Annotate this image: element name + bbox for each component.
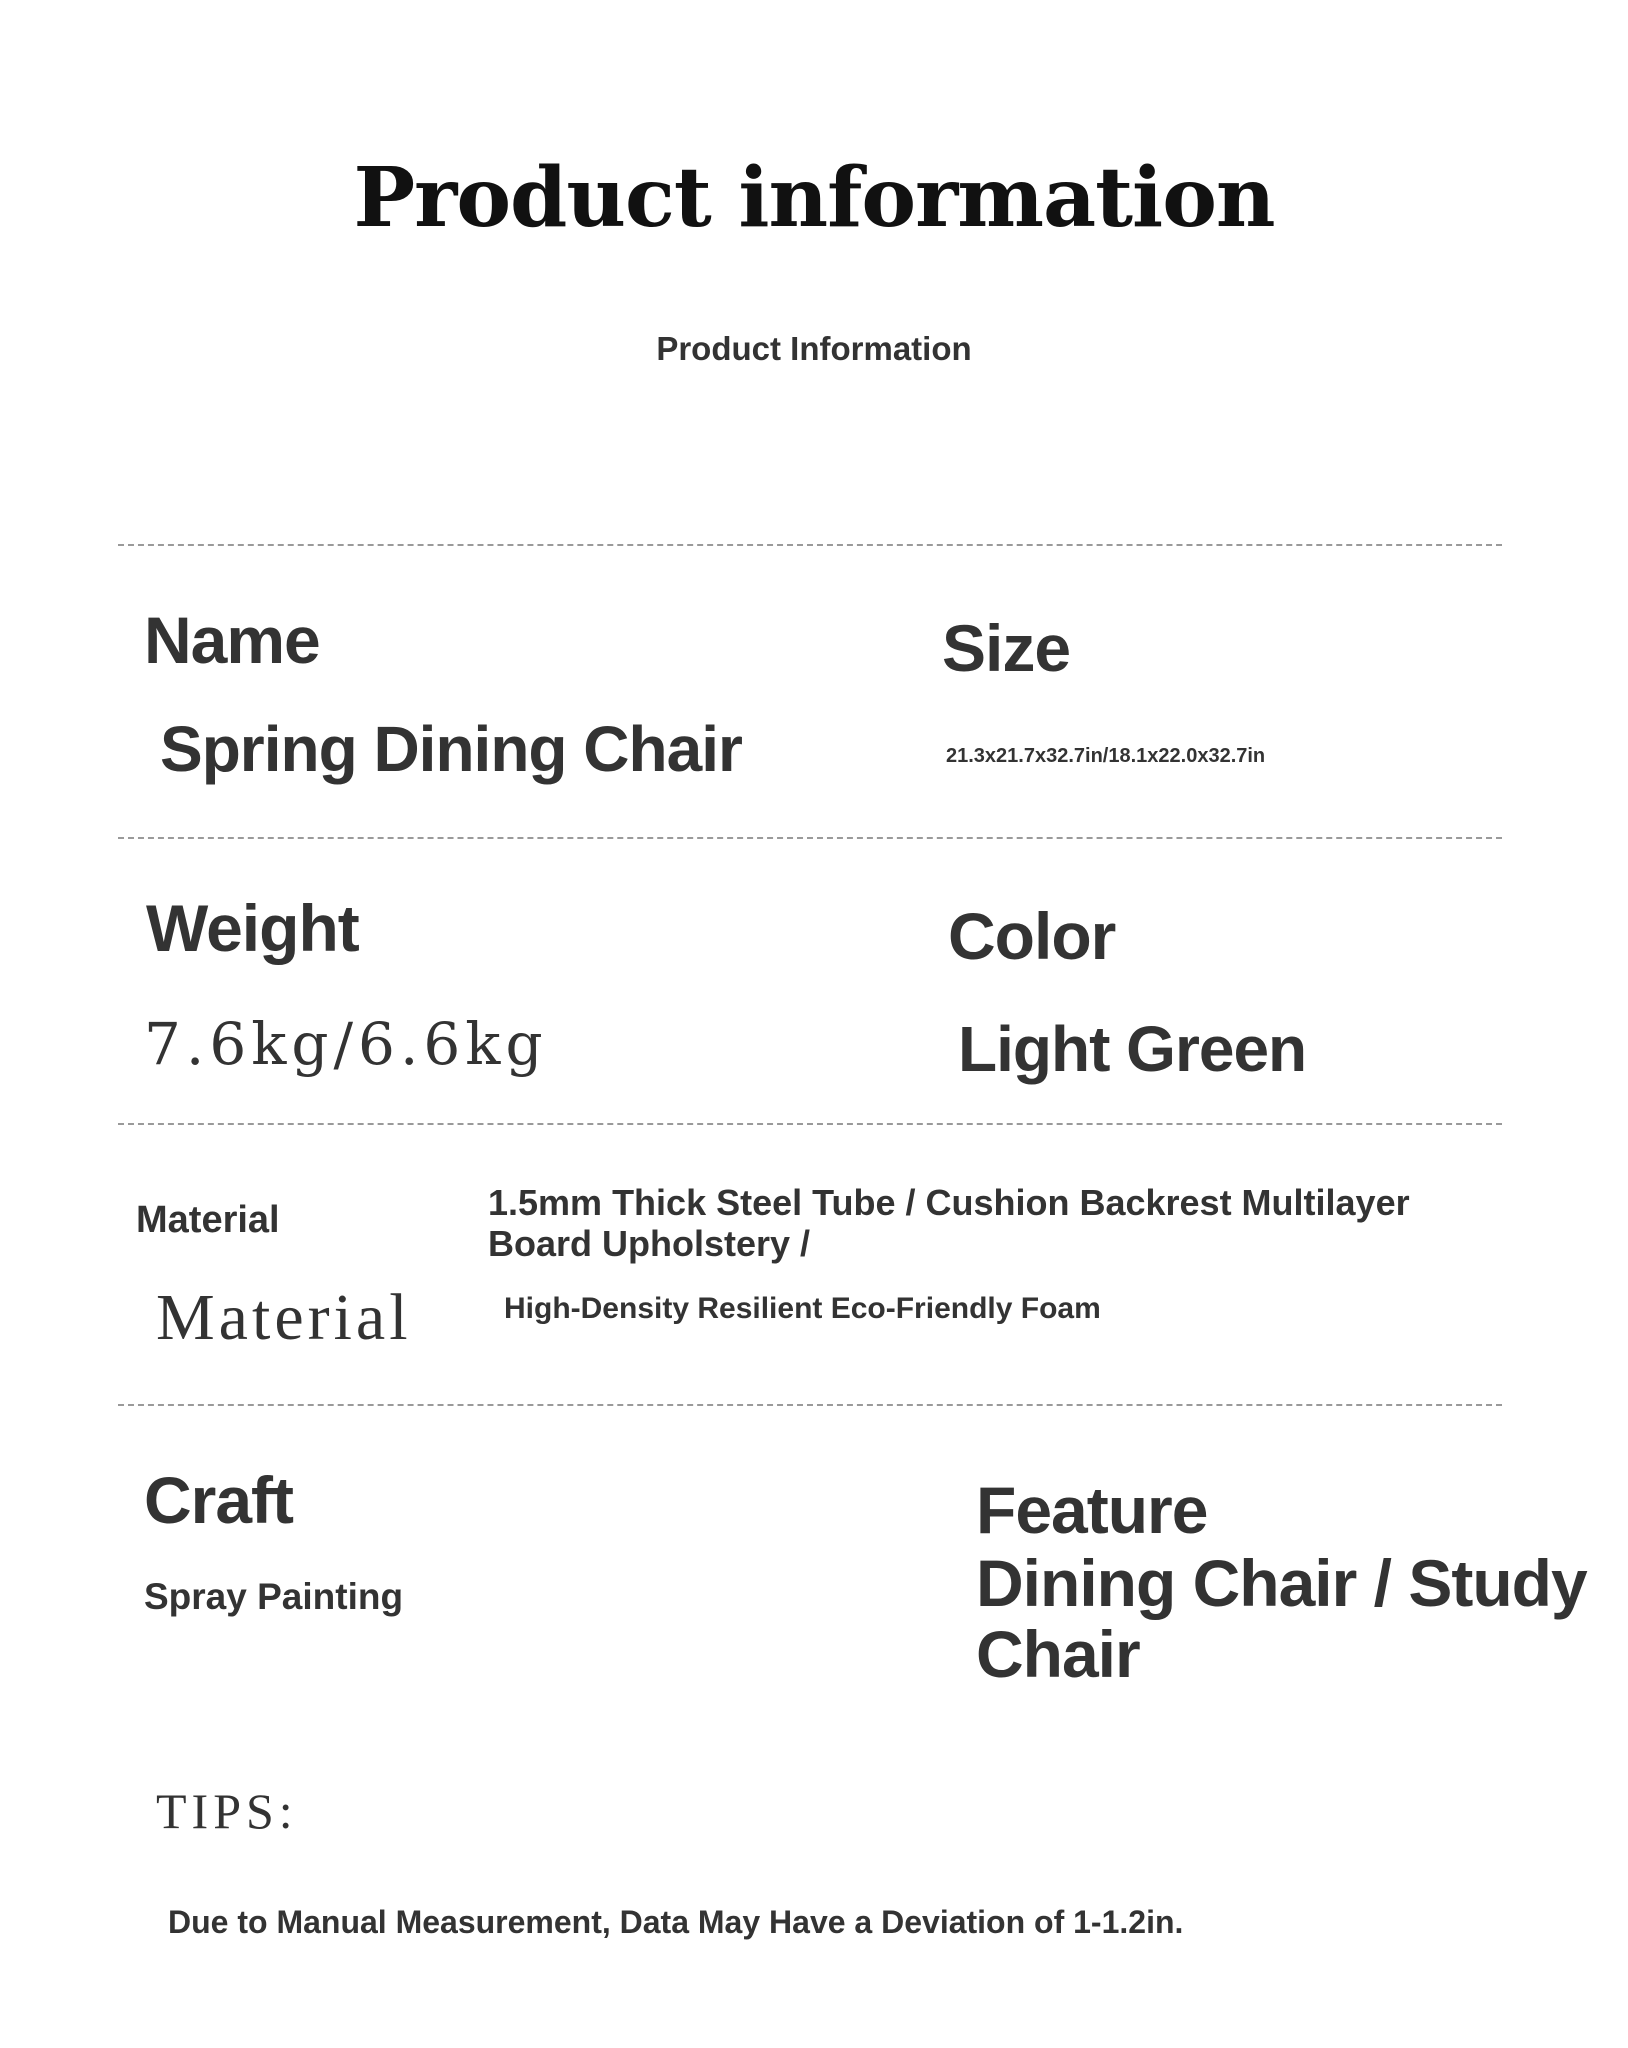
tips-heading: TIPS: <box>156 1783 298 1839</box>
page-title: Product information <box>353 150 1275 246</box>
material-value-line1: 1.5mm Thick Steel Tube / Cushion Backrest Multilayer Board Upholstery / <box>488 1182 1410 1264</box>
material-label-serif: Material <box>156 1281 412 1354</box>
size-value: 21.3x21.7x32.7in/18.1x22.0x32.7in <box>946 745 1266 767</box>
name-value: Spring Dining Chair <box>160 713 742 785</box>
tips-note: Due to Manual Measurement, Data May Have a Deviation of 1-1.2in. <box>168 1904 1184 1940</box>
craft-value: Spray Painting <box>144 1576 404 1617</box>
divider <box>118 1123 1502 1125</box>
feature-label: Feature <box>976 1473 1208 1547</box>
feature-value: Dining Chair / Study Chair <box>976 1546 1587 1691</box>
color-value: Light Green <box>958 1013 1307 1085</box>
name-label: Name <box>144 603 320 677</box>
weight-value: 7.6kg/6.6kg <box>144 1010 548 1078</box>
craft-label: Craft <box>144 1463 294 1537</box>
weight-label: Weight <box>146 891 359 965</box>
divider <box>118 1404 1502 1406</box>
material-label: Material <box>136 1199 280 1241</box>
divider <box>118 837 1502 839</box>
material-value-line2: High-Density Resilient Eco-Friendly Foam <box>504 1292 1101 1325</box>
page-subtitle: Product Information <box>656 330 972 367</box>
color-label: Color <box>948 899 1116 973</box>
divider <box>118 544 1502 546</box>
size-label: Size <box>942 611 1071 685</box>
